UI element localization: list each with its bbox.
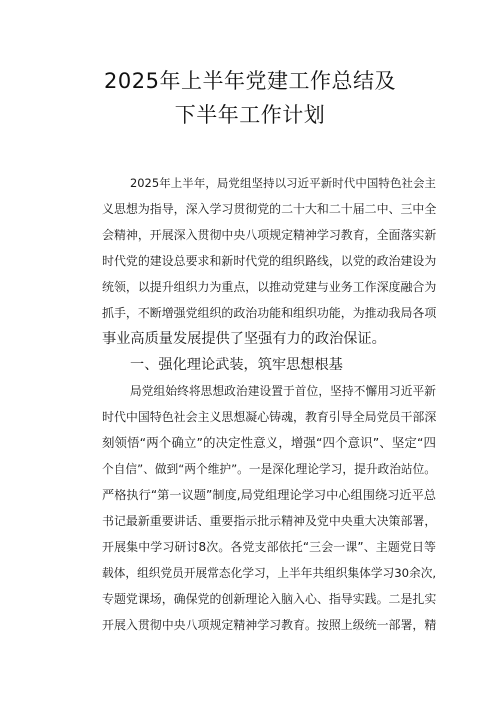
paragraph-line: 开展集中学习研讨8次。各党支部依托“三会一课”、主题党日等 — [102, 540, 436, 554]
paragraph-line: 2025年上半年，局党组坚持以习近平新时代中国特色社会主 — [130, 176, 436, 190]
paragraph-line: 统领，以提升组织力为重点，以推动党建与业务工作深度融合为 — [102, 280, 437, 294]
paragraph-line: 抓手，不断增强党组织的政治功能和组织功能，为推动我局各项 — [102, 306, 437, 320]
paragraph-line: 个自信”、做到“两个维护”。一是深化理论学习，提升政治站位。 — [102, 462, 436, 476]
paragraph-line: 时代中国特色社会主义思想凝心铸魂，教育引导全局党员干部深 — [102, 410, 437, 424]
paragraph-line: 专题党课场，确保党的创新理论入脑入心、指导实践。二是扎实 — [102, 592, 437, 606]
paragraph-line: 书记最新重要讲话、重要指示批示精神及党中央重大决策部署， — [102, 514, 437, 528]
paragraph-line: 时代党的建设总要求和新时代党的组织路线，以党的政治建设为 — [102, 254, 437, 268]
paragraph-line: 载体，组织党员开展常态化学习，上半年共组织集体学习30余次, — [102, 566, 437, 580]
paragraph-line: 会精神，开展深入贯彻中央八项规定精神学习教育，全面落实新 — [102, 228, 437, 242]
paragraph-line: 开展入贯彻中央八项规定精神学习教育。按照上级统一部署，精 — [102, 618, 437, 632]
paragraph-line: 事业高质量发展提供了坚强有力的政治保证。 — [102, 331, 386, 347]
paragraph-line: 义思想为指导，深入学习贯彻党的二十大和二十届二中、三中全 — [102, 202, 437, 216]
document-title-line-1: 2025年上半年党建工作总结及 — [104, 69, 396, 93]
paragraph-line: 严格执行“第一议题”制度,局党组理论学习中心组围绕习近平总 — [102, 488, 436, 502]
paragraph-line: 刻领悟“两个确立”的决定性意义，增强“四个意识”、坚定“四 — [102, 435, 436, 450]
section-heading: 一、强化理论武装，筑牢思想根基 — [130, 357, 343, 373]
document-title-line-2: 下半年工作计划 — [174, 103, 326, 127]
paragraph-line: 局党组始终将思想政治建设置于首位，坚持不懈用习近平新 — [130, 384, 436, 398]
